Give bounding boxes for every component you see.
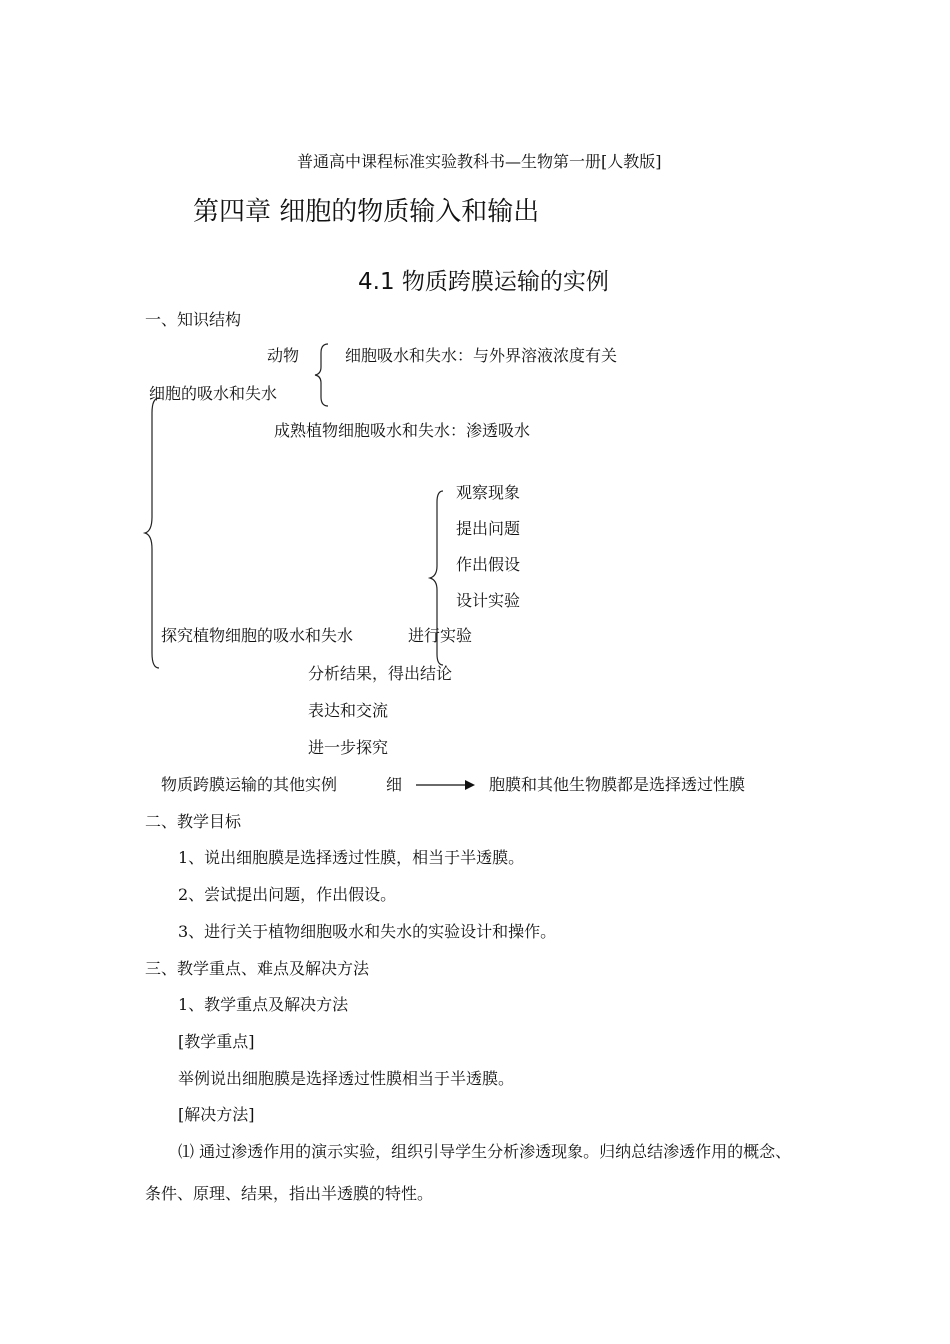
step-item: 作出假设 xyxy=(456,555,521,574)
other-cell-label: 细 xyxy=(386,775,403,794)
animal-brace xyxy=(314,343,330,407)
step-item: 设计实验 xyxy=(456,591,521,610)
step-item: 提出问题 xyxy=(456,519,521,538)
key-label: [教学重点] xyxy=(178,1032,255,1051)
book-title: 普通高中课程标准实验教科书—生物第一册[人教版] xyxy=(297,152,662,171)
step-item: 观察现象 xyxy=(456,483,521,502)
plant-detail: 成熟植物细胞吸水和失水：渗透吸水 xyxy=(274,421,531,440)
goal-item: 1、说出细胞膜是选择透过性膜，相当于半透膜。 xyxy=(178,848,525,867)
goals-heading: 二、教学目标 xyxy=(145,812,242,831)
key-text: 举例说出细胞膜是选择透过性膜相当于半透膜。 xyxy=(178,1069,515,1088)
method-line: 条件、原理、结果，指出半透膜的特性。 xyxy=(145,1184,434,1203)
section-title: 4.1 物质跨膜运输的实例 xyxy=(358,269,609,295)
other-result-label: 胞膜和其他生物膜都是选择透过性膜 xyxy=(489,775,746,794)
goal-item: 2、尝试提出问题，作出假设。 xyxy=(178,885,397,904)
knowledge-heading: 一、知识结构 xyxy=(145,310,242,329)
arrow-right-icon xyxy=(415,779,477,791)
goal-item: 3、进行关于植物细胞吸水和失水的实验设计和操作。 xyxy=(178,922,557,941)
step-item: 进行实验 xyxy=(408,626,473,645)
method-label: [解决方法] xyxy=(178,1105,255,1124)
animal-detail: 细胞吸水和失水：与外界溶液浓度有关 xyxy=(345,346,618,365)
chapter-title: 第四章 细胞的物质输入和输出 xyxy=(193,197,540,227)
step-after-item: 表达和交流 xyxy=(308,701,389,720)
animal-label: 动物 xyxy=(267,346,300,365)
method-line: ⑴ 通过渗透作用的演示实验，组织引导学生分析渗透现象。归纳总结渗透作用的概念、 xyxy=(178,1142,792,1161)
root-label: 细胞的吸水和失水 xyxy=(149,384,278,403)
root-brace xyxy=(143,397,163,669)
explore-label: 探究植物细胞的吸水和失水 xyxy=(161,626,354,645)
focus-heading: 三、教学重点、难点及解决方法 xyxy=(145,959,370,978)
step-after-item: 分析结果，得出结论 xyxy=(308,664,453,683)
step-after-item: 进一步探究 xyxy=(308,738,389,757)
focus-subheading: 1、教学重点及解决方法 xyxy=(178,995,349,1014)
other-examples-label: 物质跨膜运输的其他实例 xyxy=(161,775,338,794)
